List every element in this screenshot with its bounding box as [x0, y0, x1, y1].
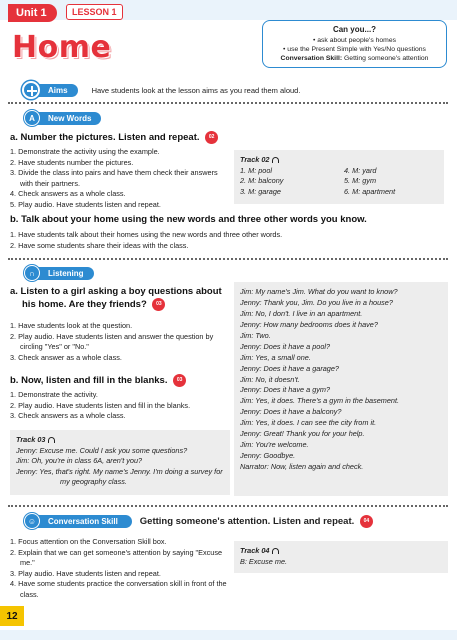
globe-icon	[22, 81, 40, 99]
list-item: 2. Have some students share their ideas with the class.	[10, 240, 189, 250]
list-item: 4. Check answers as a whole class.	[10, 189, 126, 199]
list-item: 2. Play audio. Have students listen and answer the question by circling "Yes" or "No."	[10, 331, 214, 352]
script-line: Jenny: Yes, that's right. My name's Jenny. I'm doing a survey for my geography class.	[16, 466, 223, 487]
list-item: 4. Have some students practice the conversation skill in front of the class.	[10, 579, 227, 599]
list-item: 3. Check answer as a whole class.	[10, 352, 122, 362]
cd-track-icon: 02	[205, 131, 218, 144]
listening-header	[24, 265, 94, 281]
can-you-skill: Conversation Skill: Getting someone's attention	[280, 55, 429, 63]
can-you-heading: Can you...?	[332, 25, 377, 34]
track-02-box	[234, 150, 444, 204]
script-line: Jenny: Does it have a balcony?	[240, 407, 342, 417]
page-title: Home	[12, 30, 112, 65]
list-item: 5. Play audio. Have students listen and repeat.	[10, 199, 161, 209]
steps-list	[10, 321, 230, 363]
script-line: Jim: Oh, you're in class 6A, aren't you?	[16, 456, 143, 466]
can-you-item: • use the Present Simple with Yes/No questions	[283, 45, 426, 53]
conversation-header	[24, 513, 373, 529]
list-item: 3. Check answers as a whole class.	[10, 411, 126, 421]
task-b-title: b. Talk about your home using the new words and three other words you know.	[10, 214, 367, 225]
divider	[8, 102, 448, 104]
cd-track-icon: 03	[173, 374, 186, 387]
new-words-header	[24, 110, 101, 126]
list-item: 1. Have students look at the question.	[10, 321, 133, 330]
steps-list	[10, 230, 450, 251]
list-item: 2. Play audio. Have students listen and fill in the blanks.	[10, 400, 191, 410]
listening-task-b: b. Now, listen and fill in the blanks. 03	[10, 374, 186, 387]
list-item: 3. Play audio. Have students listen and repeat.	[10, 568, 161, 578]
headphones-icon: ∩	[24, 265, 40, 281]
cd-track-icon: 03	[152, 298, 165, 311]
new-words-label: New Words	[36, 112, 101, 125]
letters-icon: A	[24, 110, 40, 126]
list-item: 3. Divide the class into pairs and have them check their answers with their partners.	[10, 168, 218, 188]
script-line: Jim: No, I don't. I live in an apartment.	[240, 308, 363, 318]
list-item: 1. Demonstrate the activity.	[10, 390, 98, 399]
list-item: 2. Have students number the pictures.	[10, 157, 134, 167]
list-item: 5. M: gym	[344, 176, 377, 186]
conversation-label: Conversation Skill	[36, 515, 132, 528]
script-line: Jenny: Does it have a garage?	[240, 363, 339, 373]
script-line: Narrator: Now, listen again and check.	[240, 462, 364, 471]
script-line: Jenny: Great! Thank you for your help.	[240, 429, 365, 439]
aims-label: Aims	[36, 84, 78, 97]
list-item: 1. Have students talk about their homes using the new words and three other words.	[10, 230, 283, 239]
headphones-icon	[48, 437, 55, 443]
lesson-number: 1	[111, 7, 117, 17]
list-item: 1. Demonstrate the activity using the example.	[10, 147, 160, 156]
listening-task-a: a. Listen to a girl asking a boy questions about his home. Are they friends? 03	[10, 286, 222, 311]
script-line: B: Excuse me.	[240, 556, 288, 566]
can-you-box	[262, 20, 447, 68]
page-number: 12	[0, 606, 24, 626]
can-you-item: • ask about people's homes	[312, 36, 397, 44]
script-line: Jenny: Thank you, Jim. Do you live in a house?	[240, 297, 393, 307]
script-line: Jim: Two.	[240, 330, 271, 340]
divider	[8, 505, 448, 507]
script-line: Jenny: Does it have a pool?	[240, 341, 331, 351]
script-line: Jim: Yes, a small one.	[240, 352, 311, 362]
steps-list	[10, 390, 230, 422]
track-03-box	[10, 430, 230, 495]
listening-label: Listening	[36, 267, 94, 280]
divider	[8, 258, 448, 260]
script-line: Jim: My name's Jim. What do you want to know?	[240, 287, 398, 296]
script-line: Jim: You're welcome.	[240, 440, 309, 450]
script-line: Jim: Yes, it does. There's a gym in the basement.	[240, 396, 400, 406]
track-title: Track 03	[16, 435, 224, 446]
bottom-band	[0, 630, 457, 640]
lesson-tag	[66, 4, 123, 20]
list-item: 1. M: pool	[240, 165, 273, 175]
unit-tag: Unit 1	[8, 4, 57, 22]
steps-list	[10, 537, 232, 600]
track-title: Track 02	[240, 155, 438, 166]
cd-track-icon: 04	[360, 515, 373, 528]
conversation-title: Getting someone's attention. Listen and repeat. 04	[140, 515, 373, 528]
task-a-title: a. Number the pictures. Listen and repeat. 02	[10, 131, 218, 144]
script-line: Jenny: Does it have a gym?	[240, 385, 331, 395]
lesson-label: LESSON	[72, 7, 110, 17]
aims-text: Have students look at the lesson aims as you read them aloud.	[91, 85, 301, 95]
list-item: 2. Explain that we can get someone's attention by saying "Excuse me."	[10, 547, 223, 568]
script-line: Jenny: How many bedrooms does it have?	[240, 319, 378, 329]
list-item: 4. M: yard	[344, 165, 377, 175]
aims-row	[22, 81, 300, 99]
list-item: 2. M: balcony	[240, 176, 284, 186]
script-line: Jenny: Excuse me. Could I ask you some questions?	[16, 445, 188, 455]
script-line: Jim: No, it doesn't.	[240, 374, 300, 384]
script-line: Jim: Yes, it does. I can see the city from it.	[240, 418, 377, 428]
list-item: 6. M: apartment	[344, 186, 396, 196]
track-04-box	[234, 541, 448, 573]
track-title: Track 04	[240, 546, 442, 557]
people-icon: ☺	[24, 513, 40, 529]
headphones-icon	[272, 157, 279, 163]
list-item: 1. Focus attention on the Conversation Skill box.	[10, 537, 167, 546]
track-03-script	[234, 282, 448, 496]
headphones-icon	[272, 548, 279, 554]
list-item: 3. M: garage	[240, 186, 281, 196]
steps-list	[10, 147, 230, 210]
script-line: Jenny: Goodbye.	[240, 451, 296, 461]
